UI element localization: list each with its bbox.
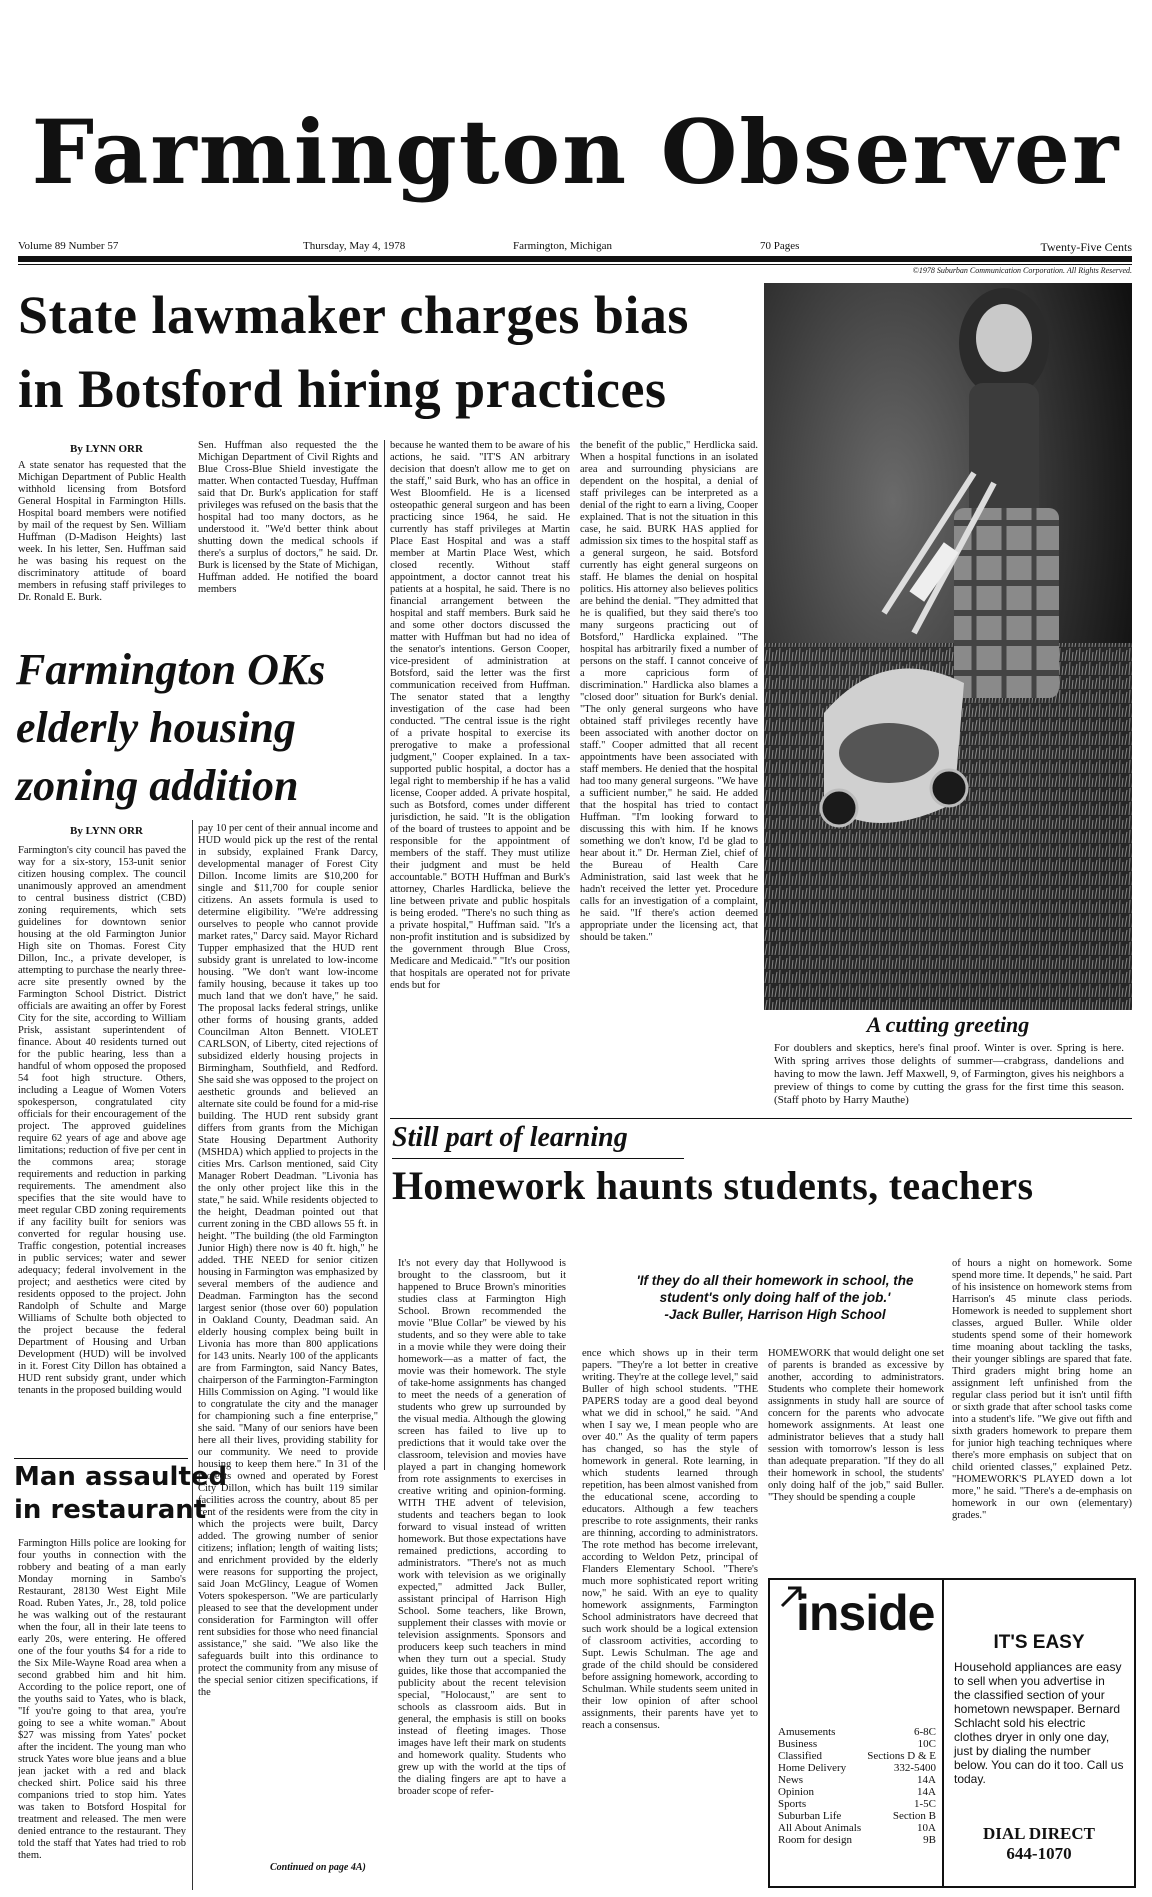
inside-index-list bbox=[778, 1726, 942, 1846]
inside-index-page: 14A bbox=[917, 1774, 936, 1786]
inside-index-label: Classified bbox=[778, 1750, 822, 1762]
story3-body: Farmington Hills police are looking for four youths in connection with the robbery and beating of a man early Monday morning in Sambo's Restaurant, 28130 West Eight Mile Road. Ruben Yates, Jr., 28, told police he was walking out of the restaurant when the four, all in their late teens to early 20s, were entering. He offered one of the four youths $4 for a ride to the Six Mile-Wayne Road area when a second grabbed him and hit him. According to the police report, one of the youths said to Yates, who is black, "If you're going to that area, you're going to see a white woman." About $27 was missing from Yates' pocket after the incident. The young man who struck Yates wore blue jeans and a blue jean jacket with a red and black checked shirt. Police said his three companions tried to stop him. Yates was taken to Botsford Hospital for treatment and released. The men were denied entrance to the restaurant. They told the staff that Yates had tried to rob them. bbox=[18, 1538, 186, 1861]
inside-index-page: 9B bbox=[923, 1834, 936, 1846]
inside-index-page: 6-8C bbox=[914, 1726, 936, 1738]
inside-index-label: News bbox=[778, 1774, 804, 1786]
story1-column-2: Sen. Huffman also requested the the Michigan Department of Civil Rights and Blue Cross-Blue Shield investigate the matter. When contacted Tuesday, Huffman said that Dr. Burk's application for staff privileges was refused on the basis that the hospital had too many doctors, as he understood it. "We'd better think about shutting down the medical schools if there's a surplus of doctors," he said. Dr. Burk is licensed by the State of Michigan, Huffman added. He notified the board members bbox=[198, 440, 378, 595]
story2-headline-line2: elderly housing bbox=[16, 703, 296, 752]
inside-index-row bbox=[778, 1834, 942, 1846]
photo-caption: For doublers and skeptics, here's final proof. Winter is over. Spring is here. With spring arrives those delights of summer—crabgrass, dandelions and having to mow the lawn. Jeff Maxwell, 9, of Farmington, gives his neighbors a preview of things to come by cutting the grass for the first time this season. (Staff photo by Harry Mauthe) bbox=[774, 1042, 1124, 1106]
pull-quote-attribution: -Jack Buller, Harrison High School bbox=[664, 1307, 886, 1322]
classified-ad-box bbox=[942, 1578, 1136, 1888]
story-divider bbox=[390, 1118, 1132, 1119]
inside-index-label: Opinion bbox=[778, 1786, 815, 1798]
masthead-rule bbox=[18, 256, 1132, 262]
inside-index-row bbox=[778, 1786, 942, 1798]
inside-index-page: 10A bbox=[917, 1822, 936, 1834]
inside-index-label: Suburban Life bbox=[778, 1810, 842, 1822]
pull-quote-line1: 'If they do all their homework in school, the bbox=[636, 1273, 914, 1288]
story1-column-1: A state senator has requested that the Michigan Department of Public Health withhold licensing from Botsford General Hospital in Farmington Hills. Hospital board members were notified by mail of the request by Sen. William Huffman (D-Madison Heights) last week. In his letter, Sen. Huffman said he was basing his request on the discriminatory attitude of board members in refusing staff privileges to Dr. Ronald E. Burk. bbox=[18, 460, 186, 603]
story4-column-2: ence which shows up in their term papers. "They're a lot better in creative writing. They're at the college level," said Buller of high school students. "THE PAPERS today are a good deal beyond what we did in school," he said. "And when I say we, I mean people who are over 40." As the quality of term papers has changed, so has the style of homework in general. Rote learning, in which students learned through repetition, has been almost vanished from the educational scene, according to educators. Although a few teachers prescribe to rote assignments, their ranks are thinning, according to administrators. The rote method has become irrelevant, according to Weldon Petz, principal of Flanders Elementary School. "There's much more sophisticated report writing now," he said. With an eye to quality homework assignments, Farmington School administrators have decreed that such work should be a logical extension of classroom activities, according to Supt. Lewis Schulman. The age and grade of the child should be considered before assigning homework, according to Schulman. While students seem united in their low opinion of after school assignments, their parents have yet to reach a consensus. bbox=[582, 1348, 758, 1731]
masthead-title: Farmington Observer bbox=[31, 100, 1121, 204]
masthead-info-bar bbox=[18, 238, 1132, 254]
inside-index-row bbox=[778, 1822, 942, 1834]
price: Twenty-Five Cents bbox=[1040, 240, 1132, 254]
copyright-notice: ©1978 Suburban Communication Corporation. All Rights Reserved. bbox=[912, 266, 1132, 275]
inside-index-row bbox=[778, 1810, 942, 1822]
story4-column-4: of hours a night on homework. Some spend more time. It depends," he said. Part of his insistence on homework stems from Harrison's 45 minute class periods. Homework is needed to supplement short classes, argued Buller. While older students spend some of their homework time moaning about tackling the tasks, their younger siblings are spared that fate. Third graders might bring home an assignment left unfinished from the regular class period but it isn't until fifth or sixth grade that after school tasks come into a student's life. "We give out fifth and sixth graders homework to prepare them for junior high teaching techniques where there's more emphasis on subject that on child oriented classes," explained Petz. "HOMEWORK'S PLAYED down a lot more," he said. "There's a de-emphasis on homework in our own (elementary) grades." bbox=[952, 1258, 1132, 1521]
inside-index-page: Section B bbox=[892, 1810, 936, 1822]
story2-byline: By LYNN ORR bbox=[70, 825, 143, 837]
issue-date: Thursday, May 4, 1978 bbox=[303, 240, 406, 252]
story-divider bbox=[14, 1458, 188, 1459]
inside-index-page: 1-5C bbox=[914, 1798, 936, 1810]
story1-column-3: because he wanted them to be aware of his actions, he said. "IT'S AN arbitrary decision that doesn't allow me to get on the staff," said Burk, who has an office in West Bloomfield. He is a licensed osteopathic general surgeon and has been practicing since 1964, he said. He currently has staff privileges at Martin Place East Hospital and was a staff member at Martin Place West, which closed recently. Without staff appointment, a doctor cannot treat his patients at a hospital, he said. There is no financial arrangement between the hospital and staff members. Burk said he and some other doctors discussed the matter with Huffman but had no idea of the senator's intentions. Gerson Cooper, vice-president of administration at Botsford, said the letter was the first communication received from Huffman. The senator stated that a lengthy investigation of the case had been conducted. "The central issue is the right of a private hospital to exercise its prerogative to make a professional judgment," Cooper explained. In a tax-supported public hospital, a doctor has a legal right to membership if he has a valid license, Cooper added. A private hospital, such as Botsford, comes under different jurisdiction, he said. "It is the obligation of the board of trustees to appoint and be responsible for the appointment of members of the staff. They must utilize their judgment and must be held accountable." BOTH Huffman and Burk's attorney, Charles Hardlicka, believe the line between private and public hospitals is being eroded. "There's no such thing as a private hospital," Huffman said. "It's a non-profit institution and is subsidized by the government through Blue Cross, Medicare and Medicaid." "It's our position that hospitals are operated not for private ends but for bbox=[390, 440, 570, 991]
inside-index-row bbox=[778, 1726, 942, 1738]
inside-index-row bbox=[778, 1750, 942, 1762]
story3-headline-line2: in restaurant bbox=[14, 1495, 207, 1525]
inside-index-label: Amusements bbox=[778, 1726, 836, 1738]
inside-index-label: Room for design bbox=[778, 1834, 852, 1846]
inside-index-page: 332-5400 bbox=[893, 1762, 936, 1774]
masthead-rule-thin bbox=[18, 264, 1132, 265]
story1-byline: By LYNN ORR bbox=[70, 443, 143, 455]
inside-index-row bbox=[778, 1738, 942, 1750]
pull-quote-line2: student's only doing half of the job.' bbox=[659, 1290, 891, 1305]
story2-column-1: Farmington's city council has paved the way for a six-story, 153-unit senior citizen housing complex. The council unanimously approved an amendment to central business district (CBD) zoning requirements, which sets guidelines for downtown senior housing at the old Farmington Junior High site on Thomas. Forest City Dillon, Inc., a private developer, is attempting to purchase the nearly three-acre site presently owned by the Farmington School District. District officials are awaiting an offer by Forest City for the site, according to William Prisk, assistant superintendent of finance. About 40 residents turned out for the public hearing, less than a handful of whom opposed the proposed 54 foot high structure. Others, including a League of Women Voters spokesperson, congratulated city officials for their encouragement of the project. The approved guidelines require 62 years of age and above age limitations; reduction of five per cent in the commons area; storage requirements and reduction in parking requirements. The amendment also specifies that the site would have to meet regular CBD zoning requirements if any facility built for seniors was converted for regular housing use. Traffic congestion, potential increases in public services; water and sewer adequacy; federal involvement in the project; and aesthetics were cited by residents opposed to the project. John Randolph of Schulte and Marge Williams of Schulte both objected to the project because the federal Department of Housing and Urban Development (HUD) will be involved in it. Forest City Dillon has obtained a HUD rent subsidy grant, under which tenants in the proposed building would bbox=[18, 845, 186, 1396]
ad-body: Household appliances are easy to sell when you advertise in the classified section of your hometown newspaper. Bernard Schlacht sold his electric clothes dryer in only one day, just by dialing the number below. You can do it too. Call us today. bbox=[954, 1660, 1124, 1786]
inside-index-label: Business bbox=[778, 1738, 818, 1750]
story1-headline-line1: State lawmaker charges bias bbox=[18, 285, 689, 345]
story1-column-4: the benefit of the public," Herdlicka said. When a hospital functions in an isolated area and surrounding physicians are dependent on the hospital, a denial of staff privileges can be interpreted as a denial of the right to earn a living, Cooper explained. That is not the situation in this case, he said. BURK HAS applied for admission six times to the hospital staff as a general surgeon, he said. Botsford currently has eight general surgeons on staff. He blames the denial on hospital politics. His attorney also believes politics are behind the denial. "They admitted that he is qualified, but they said there's too many surgeons practicing out of Botsford," Hardlicka explained. "The hospital has arbitrarily fixed a number of persons on the staff. I cannot conceive of a more capricious form of discrimination." Hardlicka also blames a "closed door" situation for Burk's denial. "The only general surgeons who have obtained staff privileges recently have been associated with another doctor on staff." Cooper admitted that all recent appointments have been associated with staff members. He denied that the hospital had too many general surgeons. "We have a sufficient number," he said. He added that the hospital has tried to contact Huffman. "I'm looking forward to discussing this with him. If he knows something we don't know, I'd be glad to hear about it." Dr. Herman Ziel, chief of the Bureau of Health Care Administration, said last week that he hadn't received the letter yet. Procedure calls for an investigation of a complaint, he said. "If there's action deemed appropriate under the licensing act, that should be taken." bbox=[580, 440, 758, 943]
story2-headline-line3: zoning addition bbox=[16, 761, 299, 810]
column-rule bbox=[192, 820, 193, 1890]
lawn-mowing-photo bbox=[764, 283, 1132, 1010]
column-rule bbox=[384, 440, 385, 1470]
page-count: 70 Pages bbox=[760, 240, 800, 252]
story4-headline: Homework haunts students, teachers bbox=[392, 1163, 1034, 1208]
story4-column-3: HOMEWORK that would delight one set of parents is branded as excessive by another, according to administrators. Students who complete their homework assignments in study hall are source of concern for the parents who advocate homework assignments. At least one administrator believes that a study hall session with tomorrow's lesson is less than adequate preparation. "If they do all their homework in school, the students' only doing half of the job," said Buller. "They should be spending a couple bbox=[768, 1348, 944, 1503]
inside-index-page: 14A bbox=[917, 1786, 936, 1798]
inside-index-box bbox=[768, 1578, 944, 1888]
inside-index-page: Sections D & E bbox=[867, 1750, 936, 1762]
inside-logo: inside bbox=[796, 1585, 935, 1641]
story4-column-1: It's not every day that Hollywood is brought to the classroom, but it happened to Bruce Brown's minorities studies class at Farmington High School. Brown recommended the movie "Blue Collar" be viewed by his students, and so they were able to take in a movie while they were doing their homework—as a matter of fact, the movie was their homework. The style of take-home assignments has changed to meet the needs of a generation of students who grew up surrounded by the visual media. Although the glowing screen has failed to live up to predictions that it would take over the classroom, television and movies have played a part in changing homework from rote assignments to exercises in creative writing and opinion-forming. WITH THE advent of television, students and teachers began to look forward to visual instead of written homework. But those expectations have remained predictions, according to administrators. "There's not as much work with television as we originally expected," admitted Jack Buller, assistant principal of Harrison High School. Some teachers, like Brown, supplement their classes with movie or television assignments. Sponsors and producers keep such teachers in mind when they turn out a special. Study guides, like those that accompanied the publicity about the recent television special, "Holocaust," are sent to schools as classroom aids. But in general, the emphasis is still on books instead of fleeting images. Those images have left their mark on students and homework quality. Students who grew up with the world at the tips of the dialing fingers are apt to have a broader scope of refer- bbox=[398, 1258, 566, 1797]
photo-illustration bbox=[764, 283, 1132, 1010]
continued-note[interactable]: Continued on page 4A) bbox=[270, 1862, 366, 1873]
inside-index-page: 10C bbox=[917, 1738, 936, 1750]
story3-headline-line1: Man assaulted bbox=[14, 1462, 228, 1492]
story2-column-2: pay 10 per cent of their annual income and HUD would pick up the rest of the rental in subsidy, explained Frank Darcy, developmental manager of Forest City Dillon. Income limits are $10,200 for single and $11,700 for couple senior citizens. An assets formula is used to determine eligibility. "We're addressing ourselves to people who cannot provide market rates," Darcy said. Mayor Richard Tupper emphasized that the HUD rent subsidy grant is unrelated to low-income housing. "We don't want low-income family housing, because it takes up too much land that we don't have," he said. The proposal lacks federal strings, unlike other forms of housing grants, added Councilman Alton Bennett. VIOLET CARLSON, of Liberty, cited rejections of subsidized elderly housing projects in Birmingham, Southfield, and Redford. She said she was opposed to the project on aesthetic grounds and believed an alternate site could be found for a mid-rise building. The HUD rent subsidy grant differs from grants from the Michigan State Housing Department Authority (MSHDA) which applied to projects in the cities Mrs. Carlson mentioned, said City Manager Robert Deadman. "Livonia has the only other project like this in the state," he said. While residents objected to the height, Deadman pointed out that current zoning in the CBD allows 55 ft. in height. "The building (the old Farmington Junior High) there now is 40 ft. high," he added. THE NEED for senior citizen housing in Farmington was emphasized by several members of the audience and Deadman. Farmington has the second largest senior (those over 60) population in Oakland County, Deadman said. An elderly housing complex being built in Livonia has more than 800 applications for 143 units. Nearly 100 of the applicants are from Farmington, said Nancy Bates, chairperson of the Farmington-Farmington Hills Commission on Aging. "I would like to congratulate the city and the manager for championing such a fine enterprise," she said. "Many of our seniors have been here all their lives, providing stability for our community. We need to provide housing to keep them here." In 31 of the projects owned and operated by Forest City Dillon, which has built 119 similar facilities across the country, about 85 per cent of the residents were from the city in which the projects were built, Darcy added. The growing number of senior citizens; inflation; length of waiting lists; and enrichment provided by the elderly were reasons for supporting the project, said Joan McGlincy, League of Women Voters spokesperson. "We are particularly pleased to see that the development under consideration for Farmington will offer rent subsidies for those who need financial assistance," she said. "We also like the safeguards built into this ordinance to protect the community from any misuse of the special senior citizen specifications, if the bbox=[198, 823, 378, 1698]
inside-index-row bbox=[778, 1762, 942, 1774]
inside-index-label: All About Animals bbox=[778, 1822, 862, 1834]
story2-headline-line1: Farmington OKs bbox=[16, 645, 326, 694]
inside-index-label: Sports bbox=[778, 1798, 807, 1810]
kicker-underline bbox=[392, 1158, 684, 1159]
volume-number: Volume 89 Number 57 bbox=[18, 240, 119, 252]
ad-title: IT'S EASY bbox=[993, 1632, 1085, 1653]
story4-kicker: Still part of learning bbox=[392, 1122, 628, 1153]
ad-phone-number[interactable]: 644-1070 bbox=[1006, 1844, 1072, 1863]
photo-caption-title: A cutting greeting bbox=[866, 1012, 1030, 1037]
story1-headline-line2: in Botsford hiring practices bbox=[18, 359, 667, 419]
inside-index-row bbox=[778, 1774, 942, 1786]
location: Farmington, Michigan bbox=[513, 240, 612, 252]
pull-quote bbox=[575, 1272, 975, 1323]
inside-index-row bbox=[778, 1798, 942, 1810]
inside-index-label: Home Delivery bbox=[778, 1762, 847, 1774]
ad-dial-label: DIAL DIRECT bbox=[983, 1824, 1095, 1843]
